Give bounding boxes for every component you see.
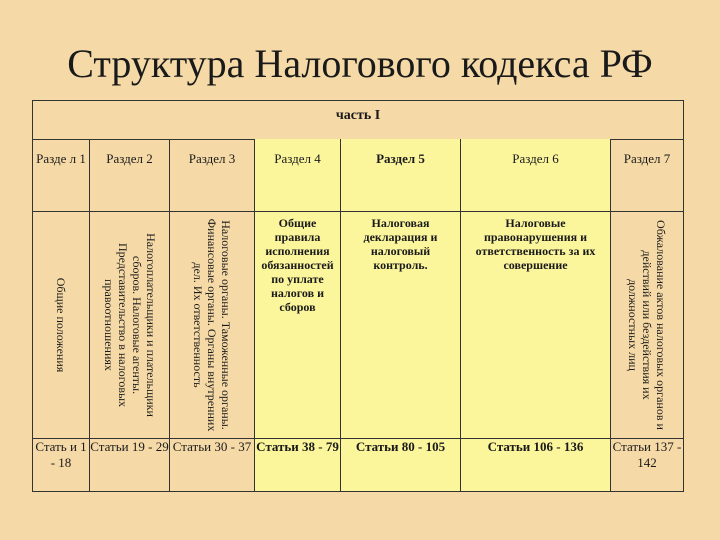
section-articles: Статьи 30 - 37 <box>172 439 252 454</box>
column-section-6 <box>461 139 611 491</box>
column-section-2 <box>90 139 170 491</box>
section-body <box>611 211 683 439</box>
column-section-5 <box>341 139 461 491</box>
section-body <box>255 211 340 439</box>
column-section-7 <box>611 139 683 491</box>
column-section-4 <box>255 139 341 491</box>
section-description: Налоговая декларация и налоговый контроль. <box>363 216 438 272</box>
section-description: Общие положения <box>54 277 68 373</box>
section-articles: Статьи 106 - 136 <box>487 439 584 454</box>
column-section-3 <box>170 139 255 491</box>
slide-title: Структура Налогового кодекса РФ <box>67 41 653 86</box>
section-body <box>341 211 460 439</box>
section-header: Раздел 3 <box>188 151 236 166</box>
tax-code-table <box>32 100 684 492</box>
section-body <box>90 211 169 439</box>
section-header: Раздел 5 <box>376 151 425 166</box>
column-section-1 <box>33 139 90 491</box>
section-articles: Статьи 38 - 79 <box>256 439 339 454</box>
section-header: Раздел 4 <box>274 151 321 166</box>
section-articles: Статьи 19 - 29 <box>90 439 169 454</box>
section-description: Обжалование актов налоговых органов и действий или бездействия их должностных лиц <box>626 220 668 430</box>
section-header: Раздел 2 <box>106 151 153 166</box>
section-description: Налоговые правонарушения и ответственность за их совершение <box>475 216 596 272</box>
section-articles: Статьи 80 - 105 <box>355 439 446 454</box>
section-description: Налогоплательщики и плательщики сборов. Налоговые агенты. Представительство в налоговых правоотношениях <box>101 233 158 417</box>
section-description: Налоговые органы. Таможенные органы. Финансовые органы. Органы внутренних дел. Их ответственность <box>191 218 233 432</box>
section-articles: Статьи 137 - 142 <box>612 439 682 470</box>
section-body <box>33 211 89 439</box>
section-header: Раздел 7 <box>623 151 671 166</box>
section-header: Разде л 1 <box>36 151 86 166</box>
section-header: Раздел 6 <box>512 151 559 166</box>
section-body <box>461 211 610 439</box>
part-header: часть I <box>33 101 683 140</box>
section-body <box>170 211 254 439</box>
section-articles: Стать и 1 - 18 <box>35 439 87 470</box>
section-description: Общие правила исполнения обязанностей по уплате налогов и сборов <box>261 216 334 314</box>
